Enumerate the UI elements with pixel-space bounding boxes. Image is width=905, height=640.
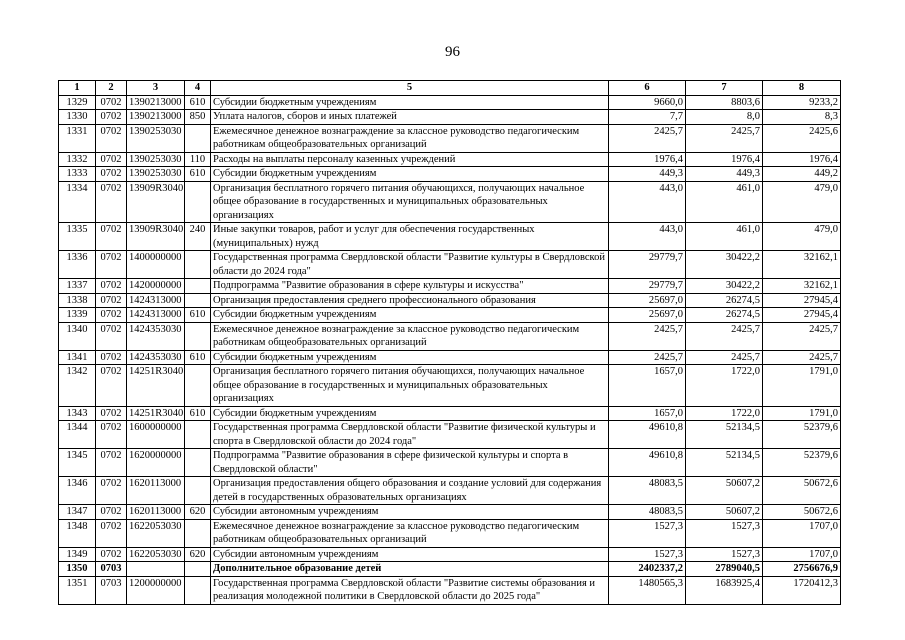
section-code-cell: 0702 bbox=[96, 406, 127, 421]
expense-type-cell bbox=[185, 181, 211, 223]
table-row bbox=[59, 350, 841, 365]
target-code-cell bbox=[127, 562, 185, 577]
header-cell: 6 bbox=[609, 81, 686, 96]
amount-col6-cell: 449,3 bbox=[609, 167, 686, 182]
amount-col7-cell: 1722,0 bbox=[686, 406, 763, 421]
table-row bbox=[59, 519, 841, 547]
amount-col7-cell: 449,3 bbox=[686, 167, 763, 182]
section-code-cell: 0702 bbox=[96, 350, 127, 365]
row-number-cell: 1335 bbox=[59, 223, 96, 251]
amount-col6-cell: 29779,7 bbox=[609, 251, 686, 279]
expense-type-cell: 610 bbox=[185, 308, 211, 323]
amount-col8-cell: 1791,0 bbox=[763, 365, 841, 407]
row-number-cell: 1329 bbox=[59, 95, 96, 110]
item-name-cell: Субсидии бюджетным учреждениям bbox=[211, 350, 609, 365]
item-name-cell: Ежемесячное денежное вознаграждение за классное руководство педагогическим работникам общеобразовательных организаций bbox=[211, 322, 609, 350]
amount-col8-cell: 27945,4 bbox=[763, 308, 841, 323]
amount-col8-cell: 479,0 bbox=[763, 181, 841, 223]
header-cell: 2 bbox=[96, 81, 127, 96]
expense-type-cell bbox=[185, 251, 211, 279]
amount-col8-cell: 52379,6 bbox=[763, 449, 841, 477]
target-code-cell: 1200000000 bbox=[127, 576, 185, 604]
header-cell: 3 bbox=[127, 81, 185, 96]
amount-col8-cell: 2425,6 bbox=[763, 124, 841, 152]
table-row bbox=[59, 547, 841, 562]
amount-col6-cell: 25697,0 bbox=[609, 308, 686, 323]
section-code-cell: 0702 bbox=[96, 95, 127, 110]
row-number-cell: 1341 bbox=[59, 350, 96, 365]
item-name-cell: Организация предоставления среднего профессионального образования bbox=[211, 293, 609, 308]
row-number-cell: 1339 bbox=[59, 308, 96, 323]
row-number-cell: 1334 bbox=[59, 181, 96, 223]
amount-col6-cell: 25697,0 bbox=[609, 293, 686, 308]
item-name-cell: Государственная программа Свердловской области "Развитие системы образования и реализация молодежной политики в Свердловской области до 2025 года" bbox=[211, 576, 609, 604]
amount-col6-cell: 29779,7 bbox=[609, 279, 686, 294]
target-code-cell: 1622053030 bbox=[127, 519, 185, 547]
expense-type-cell: 620 bbox=[185, 547, 211, 562]
table-row bbox=[59, 251, 841, 279]
amount-col6-cell: 2425,7 bbox=[609, 322, 686, 350]
row-number-cell: 1351 bbox=[59, 576, 96, 604]
amount-col6-cell: 1527,3 bbox=[609, 519, 686, 547]
expense-type-cell: 610 bbox=[185, 95, 211, 110]
row-number-cell: 1332 bbox=[59, 152, 96, 167]
item-name-cell: Расходы на выплаты персоналу казенных учреждений bbox=[211, 152, 609, 167]
target-code-cell: 1424353030 bbox=[127, 350, 185, 365]
table-row bbox=[59, 223, 841, 251]
section-code-cell: 0703 bbox=[96, 576, 127, 604]
amount-col7-cell: 30422,2 bbox=[686, 279, 763, 294]
amount-col6-cell: 443,0 bbox=[609, 181, 686, 223]
expense-type-cell: 610 bbox=[185, 406, 211, 421]
table-row bbox=[59, 124, 841, 152]
header-cell: 5 bbox=[211, 81, 609, 96]
amount-col7-cell: 30422,2 bbox=[686, 251, 763, 279]
expense-type-cell bbox=[185, 421, 211, 449]
target-code-cell: 1390213000 bbox=[127, 95, 185, 110]
expense-type-cell: 610 bbox=[185, 167, 211, 182]
item-name-cell: Организация бесплатного горячего питания обучающихся, получающих начальное общее образование в государственных и муниципальных образовательных организациях bbox=[211, 365, 609, 407]
target-code-cell: 1600000000 bbox=[127, 421, 185, 449]
header-cell: 7 bbox=[686, 81, 763, 96]
amount-col7-cell: 52134,5 bbox=[686, 449, 763, 477]
expense-type-cell bbox=[185, 279, 211, 294]
expense-type-cell: 610 bbox=[185, 350, 211, 365]
item-name-cell: Подпрограмма "Развитие образования в сфере физической культуры и спорта в Свердловской области" bbox=[211, 449, 609, 477]
amount-col6-cell: 1527,3 bbox=[609, 547, 686, 562]
amount-col7-cell: 461,0 bbox=[686, 223, 763, 251]
expense-type-cell bbox=[185, 576, 211, 604]
target-code-cell: 1390253030 bbox=[127, 152, 185, 167]
amount-col7-cell: 8803,6 bbox=[686, 95, 763, 110]
amount-col8-cell: 2756676,9 bbox=[763, 562, 841, 577]
table-row bbox=[59, 449, 841, 477]
amount-col7-cell: 1527,3 bbox=[686, 547, 763, 562]
amount-col8-cell: 32162,1 bbox=[763, 279, 841, 294]
table-row bbox=[59, 562, 841, 577]
target-code-cell: 1620000000 bbox=[127, 449, 185, 477]
section-code-cell: 0702 bbox=[96, 124, 127, 152]
expense-type-cell: 620 bbox=[185, 505, 211, 520]
item-name-cell: Иные закупки товаров, работ и услуг для обеспечения государственных (муниципальных) нужд bbox=[211, 223, 609, 251]
budget-table bbox=[58, 80, 841, 605]
amount-col8-cell: 449,2 bbox=[763, 167, 841, 182]
row-number-cell: 1337 bbox=[59, 279, 96, 294]
amount-col7-cell: 2425,7 bbox=[686, 350, 763, 365]
expense-type-cell bbox=[185, 124, 211, 152]
page-number: 96 bbox=[445, 44, 460, 60]
target-code-cell: 13909R3040 bbox=[127, 223, 185, 251]
amount-col7-cell: 50607,2 bbox=[686, 477, 763, 505]
section-code-cell: 0702 bbox=[96, 322, 127, 350]
expense-type-cell: 110 bbox=[185, 152, 211, 167]
section-code-cell: 0702 bbox=[96, 181, 127, 223]
target-code-cell: 1620113000 bbox=[127, 477, 185, 505]
section-code-cell: 0702 bbox=[96, 547, 127, 562]
item-name-cell: Организация предоставления общего образования и создание условий для содержания детей в государственных образовательных организациях bbox=[211, 477, 609, 505]
table-row bbox=[59, 406, 841, 421]
item-name-cell: Субсидии бюджетным учреждениям bbox=[211, 167, 609, 182]
table-row bbox=[59, 152, 841, 167]
target-code-cell: 1424353030 bbox=[127, 322, 185, 350]
table-row bbox=[59, 322, 841, 350]
item-name-cell: Субсидии бюджетным учреждениям bbox=[211, 308, 609, 323]
section-code-cell: 0702 bbox=[96, 365, 127, 407]
amount-col6-cell: 1657,0 bbox=[609, 365, 686, 407]
table-row bbox=[59, 365, 841, 407]
item-name-cell: Подпрограмма "Развитие образования в сфере культуры и искусства" bbox=[211, 279, 609, 294]
section-code-cell: 0702 bbox=[96, 449, 127, 477]
table-row bbox=[59, 181, 841, 223]
table-row bbox=[59, 421, 841, 449]
expense-type-cell bbox=[185, 562, 211, 577]
target-code-cell: 1390253030 bbox=[127, 167, 185, 182]
section-code-cell: 0702 bbox=[96, 421, 127, 449]
amount-col6-cell: 1480565,3 bbox=[609, 576, 686, 604]
item-name-cell: Субсидии автономным учреждениям bbox=[211, 547, 609, 562]
amount-col8-cell: 1707,0 bbox=[763, 547, 841, 562]
amount-col8-cell: 479,0 bbox=[763, 223, 841, 251]
amount-col7-cell: 8,0 bbox=[686, 110, 763, 125]
expense-type-cell: 240 bbox=[185, 223, 211, 251]
amount-col6-cell: 2425,7 bbox=[609, 350, 686, 365]
section-code-cell: 0703 bbox=[96, 562, 127, 577]
row-number-cell: 1330 bbox=[59, 110, 96, 125]
amount-col8-cell: 1791,0 bbox=[763, 406, 841, 421]
amount-col6-cell: 1976,4 bbox=[609, 152, 686, 167]
header-cell: 4 bbox=[185, 81, 211, 96]
row-number-cell: 1342 bbox=[59, 365, 96, 407]
amount-col7-cell: 26274,5 bbox=[686, 308, 763, 323]
amount-col6-cell: 2402337,2 bbox=[609, 562, 686, 577]
item-name-cell: Субсидии бюджетным учреждениям bbox=[211, 95, 609, 110]
table-row bbox=[59, 110, 841, 125]
row-number-cell: 1349 bbox=[59, 547, 96, 562]
table-header-row bbox=[59, 81, 841, 96]
section-code-cell: 0702 bbox=[96, 110, 127, 125]
amount-col7-cell: 52134,5 bbox=[686, 421, 763, 449]
table-row bbox=[59, 293, 841, 308]
target-code-cell: 13909R3040 bbox=[127, 181, 185, 223]
amount-col6-cell: 443,0 bbox=[609, 223, 686, 251]
target-code-cell: 1420000000 bbox=[127, 279, 185, 294]
amount-col6-cell: 48083,5 bbox=[609, 477, 686, 505]
amount-col6-cell: 1657,0 bbox=[609, 406, 686, 421]
row-number-cell: 1340 bbox=[59, 322, 96, 350]
amount-col8-cell: 1976,4 bbox=[763, 152, 841, 167]
item-name-cell: Дополнительное образование детей bbox=[211, 562, 609, 577]
expense-type-cell bbox=[185, 322, 211, 350]
amount-col8-cell: 1707,0 bbox=[763, 519, 841, 547]
amount-col7-cell: 26274,5 bbox=[686, 293, 763, 308]
amount-col7-cell: 50607,2 bbox=[686, 505, 763, 520]
amount-col7-cell: 1722,0 bbox=[686, 365, 763, 407]
amount-col6-cell: 9660,0 bbox=[609, 95, 686, 110]
amount-col7-cell: 2425,7 bbox=[686, 322, 763, 350]
amount-col8-cell: 50672,6 bbox=[763, 477, 841, 505]
amount-col6-cell: 2425,7 bbox=[609, 124, 686, 152]
expense-type-cell bbox=[185, 477, 211, 505]
row-number-cell: 1331 bbox=[59, 124, 96, 152]
section-code-cell: 0702 bbox=[96, 279, 127, 294]
row-number-cell: 1336 bbox=[59, 251, 96, 279]
item-name-cell: Субсидии бюджетным учреждениям bbox=[211, 406, 609, 421]
target-code-cell: 1424313000 bbox=[127, 308, 185, 323]
amount-col8-cell: 1720412,3 bbox=[763, 576, 841, 604]
table-row bbox=[59, 308, 841, 323]
amount-col8-cell: 27945,4 bbox=[763, 293, 841, 308]
row-number-cell: 1346 bbox=[59, 477, 96, 505]
section-code-cell: 0702 bbox=[96, 308, 127, 323]
item-name-cell: Уплата налогов, сборов и иных платежей bbox=[211, 110, 609, 125]
target-code-cell: 1390253030 bbox=[127, 124, 185, 152]
amount-col7-cell: 1683925,4 bbox=[686, 576, 763, 604]
amount-col6-cell: 48083,5 bbox=[609, 505, 686, 520]
amount-col8-cell: 2425,7 bbox=[763, 350, 841, 365]
table-row bbox=[59, 505, 841, 520]
target-code-cell: 1622053030 bbox=[127, 547, 185, 562]
expense-type-cell bbox=[185, 519, 211, 547]
item-name-cell: Государственная программа Свердловской области "Развитие культуры в Свердловской области до 2024 года" bbox=[211, 251, 609, 279]
amount-col7-cell: 2789040,5 bbox=[686, 562, 763, 577]
table-row bbox=[59, 279, 841, 294]
target-code-cell: 1400000000 bbox=[127, 251, 185, 279]
item-name-cell: Субсидии автономным учреждениям bbox=[211, 505, 609, 520]
row-number-cell: 1350 bbox=[59, 562, 96, 577]
table-row bbox=[59, 167, 841, 182]
amount-col8-cell: 32162,1 bbox=[763, 251, 841, 279]
section-code-cell: 0702 bbox=[96, 293, 127, 308]
row-number-cell: 1345 bbox=[59, 449, 96, 477]
row-number-cell: 1333 bbox=[59, 167, 96, 182]
amount-col6-cell: 49610,8 bbox=[609, 449, 686, 477]
table-body bbox=[59, 95, 841, 604]
amount-col7-cell: 1527,3 bbox=[686, 519, 763, 547]
amount-col8-cell: 9233,2 bbox=[763, 95, 841, 110]
target-code-cell: 14251R3040 bbox=[127, 406, 185, 421]
expense-type-cell: 850 bbox=[185, 110, 211, 125]
amount-col8-cell: 52379,6 bbox=[763, 421, 841, 449]
table-row bbox=[59, 576, 841, 604]
item-name-cell: Государственная программа Свердловской области "Развитие физической культуры и спорта в Свердловской области до 2024 года" bbox=[211, 421, 609, 449]
section-code-cell: 0702 bbox=[96, 505, 127, 520]
section-code-cell: 0702 bbox=[96, 477, 127, 505]
amount-col7-cell: 1976,4 bbox=[686, 152, 763, 167]
row-number-cell: 1348 bbox=[59, 519, 96, 547]
amount-col6-cell: 49610,8 bbox=[609, 421, 686, 449]
row-number-cell: 1344 bbox=[59, 421, 96, 449]
table-row bbox=[59, 95, 841, 110]
amount-col8-cell: 8,3 bbox=[763, 110, 841, 125]
section-code-cell: 0702 bbox=[96, 223, 127, 251]
item-name-cell: Ежемесячное денежное вознаграждение за классное руководство педагогическим работникам общеобразовательных организаций bbox=[211, 124, 609, 152]
amount-col7-cell: 461,0 bbox=[686, 181, 763, 223]
section-code-cell: 0702 bbox=[96, 251, 127, 279]
row-number-cell: 1343 bbox=[59, 406, 96, 421]
row-number-cell: 1338 bbox=[59, 293, 96, 308]
table-row bbox=[59, 477, 841, 505]
item-name-cell: Ежемесячное денежное вознаграждение за классное руководство педагогическим работникам общеобразовательных организаций bbox=[211, 519, 609, 547]
amount-col7-cell: 2425,7 bbox=[686, 124, 763, 152]
expense-type-cell bbox=[185, 365, 211, 407]
header-cell: 1 bbox=[59, 81, 96, 96]
expense-type-cell bbox=[185, 449, 211, 477]
section-code-cell: 0702 bbox=[96, 519, 127, 547]
expense-type-cell bbox=[185, 293, 211, 308]
header-cell: 8 bbox=[763, 81, 841, 96]
section-code-cell: 0702 bbox=[96, 152, 127, 167]
item-name-cell: Организация бесплатного горячего питания обучающихся, получающих начальное общее образование в государственных и муниципальных образовательных организациях bbox=[211, 181, 609, 223]
target-code-cell: 1390213000 bbox=[127, 110, 185, 125]
section-code-cell: 0702 bbox=[96, 167, 127, 182]
amount-col8-cell: 50672,6 bbox=[763, 505, 841, 520]
row-number-cell: 1347 bbox=[59, 505, 96, 520]
target-code-cell: 14251R3040 bbox=[127, 365, 185, 407]
amount-col6-cell: 7,7 bbox=[609, 110, 686, 125]
amount-col8-cell: 2425,7 bbox=[763, 322, 841, 350]
target-code-cell: 1424313000 bbox=[127, 293, 185, 308]
target-code-cell: 1620113000 bbox=[127, 505, 185, 520]
